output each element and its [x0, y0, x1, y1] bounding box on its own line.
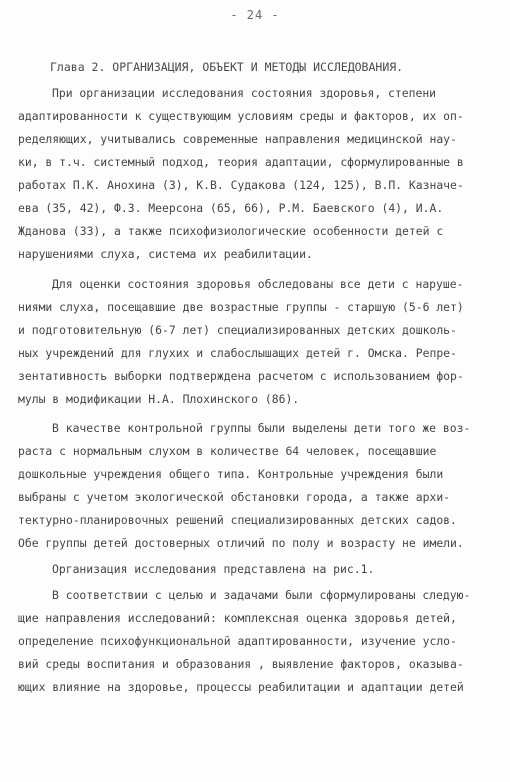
text-line: В качестве контрольной группы были выделены дети того же воз- — [52, 421, 471, 435]
text-line: В соответствии с целью и задачами были сформулированы следую- — [52, 588, 471, 602]
text-line: ева (35, 42), Ф.З. Меерсона (65, 66), Р.М. Баевского (4), И.А. — [18, 201, 444, 215]
text-line: мулы в модификации Н.А. Плохинского (86). — [18, 392, 300, 406]
text-line: Жданова (33), а также психофизиологические особенности детей с — [18, 224, 444, 238]
text-line: При организации исследования состояния здоровья, степени — [52, 86, 437, 100]
text-line: зентативность выборки подтверждена расчетом с использованием фор- — [18, 369, 464, 383]
text-line: выбраны с учетом экологической обстановки города, а также архи- — [18, 490, 451, 504]
text-line: Для оценки состояния здоровья обследованы все дети с наруше- — [52, 277, 464, 291]
text-line: ниями слуха, посещавшие две возрастные группы - старшую (5-6 лет) — [18, 300, 464, 314]
text-line: определение психофункциональной адаптированности, изучение усло- — [18, 634, 457, 648]
text-line: щие направления исследований: комплексная оценка здоровья детей, — [18, 611, 457, 625]
chapter-heading: Глава 2. ОРГАНИЗАЦИЯ, ОБЪЕКТ И МЕТОДЫ ИССЛЕДОВАНИЯ. — [50, 60, 404, 74]
text-line: адаптированности к существующим условиям среды и факторов, их оп- — [18, 109, 464, 123]
text-line: тектурно-планировочных решений специализированных детских садов. — [18, 513, 457, 527]
text-line: вий среды воспитания и образования , выявление факторов, оказыва- — [18, 657, 464, 671]
text-line: Обе группы детей достоверных отличий по полу и возрасту не имели. — [18, 536, 464, 550]
text-line: работах П.К. Анохина (3), К.В. Судакова (124, 125), В.П. Казначе- — [18, 178, 464, 192]
text-line: ки, в т.ч. системный подход, теория адаптации, сформулированные в — [18, 155, 464, 169]
text-line: ных учреждений для глухих и слабослышащих детей г. Омска. Репре- — [18, 346, 457, 360]
text-line: и подготовительную (6-7 лет) специализированных детских дошколь- — [18, 323, 457, 337]
text-line: раста с нормальным слухом в количестве 64 человек, посещавшие — [18, 444, 437, 458]
page-number: - 24 - — [230, 8, 280, 22]
text-line: ределяющих, учитывались современные направления медицинской нау- — [18, 132, 457, 146]
text-line: нарушениями слуха, система их реабилитации. — [18, 247, 313, 261]
text-line: дошкольные учреждения общего типа. Контрольные учреждения были — [18, 467, 444, 481]
text-line: Организация исследования представлена на рис.1. — [52, 562, 375, 576]
text-line: ющих влияние на здоровье, процессы реабилитации и адаптации детей — [18, 680, 464, 694]
